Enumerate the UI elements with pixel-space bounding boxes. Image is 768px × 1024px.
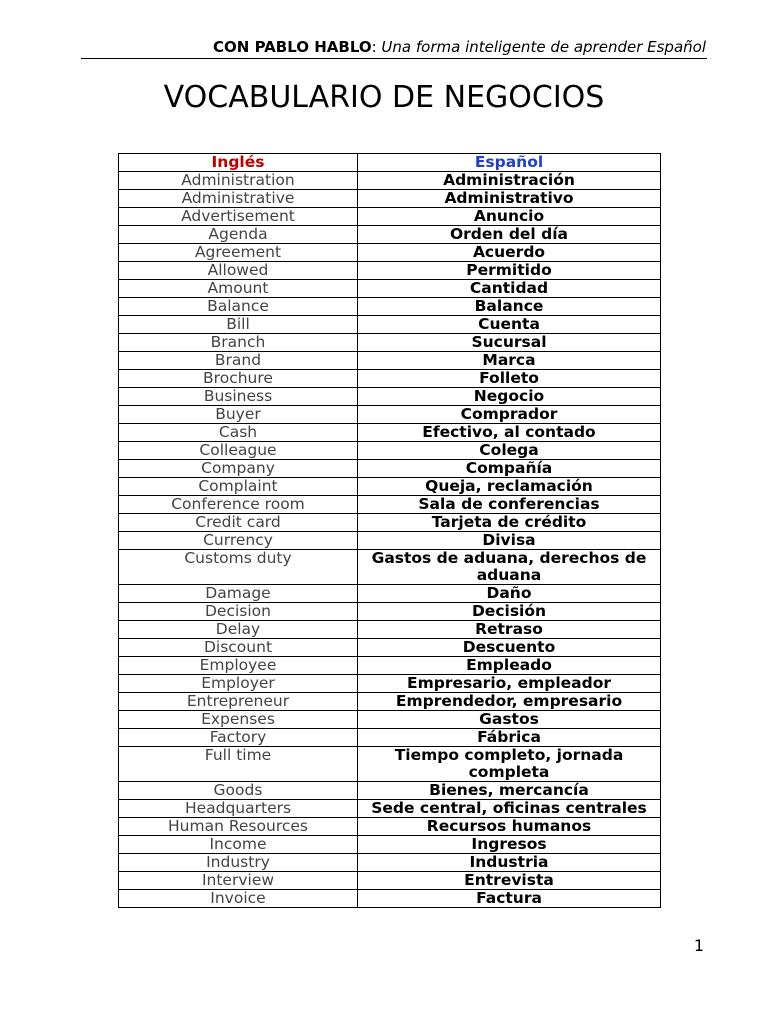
- page-header: [213, 38, 706, 56]
- spanish-term: Colega: [358, 442, 661, 460]
- table-row: [119, 334, 661, 352]
- spanish-term: Balance: [358, 298, 661, 316]
- spanish-term: Gastos de aduana, derechos de aduana: [358, 550, 661, 585]
- spanish-term: Recursos humanos: [358, 818, 661, 836]
- spanish-term: Empleado: [358, 657, 661, 675]
- table-row: [119, 603, 661, 621]
- english-term: Complaint: [119, 478, 358, 496]
- spanish-term: Acuerdo: [358, 244, 661, 262]
- table-row: [119, 352, 661, 370]
- english-term: Currency: [119, 532, 358, 550]
- spanish-term: Orden del día: [358, 226, 661, 244]
- english-term: Business: [119, 388, 358, 406]
- english-term: Income: [119, 836, 358, 854]
- table-row: [119, 800, 661, 818]
- english-term: Damage: [119, 585, 358, 603]
- english-term: Brand: [119, 352, 358, 370]
- table-row: [119, 226, 661, 244]
- spanish-term: Decisión: [358, 603, 661, 621]
- spanish-term: Administración: [358, 172, 661, 190]
- table-row: [119, 621, 661, 639]
- spanish-term: Emprendedor, empresario: [358, 693, 661, 711]
- english-term: Expenses: [119, 711, 358, 729]
- header-brand: CON PABLO HABLO: [213, 38, 372, 56]
- table-row: [119, 639, 661, 657]
- english-term: Employee: [119, 657, 358, 675]
- spanish-term: Administrativo: [358, 190, 661, 208]
- spanish-term: Fábrica: [358, 729, 661, 747]
- table-row: [119, 693, 661, 711]
- spanish-term: Queja, reclamación: [358, 478, 661, 496]
- header-tagline: Una forma inteligente de aprender Español: [381, 38, 706, 56]
- english-term: Colleague: [119, 442, 358, 460]
- table-row: [119, 585, 661, 603]
- table-header-row: [119, 154, 661, 172]
- table-row: [119, 244, 661, 262]
- table-row: [119, 550, 661, 585]
- english-term: Customs duty: [119, 550, 358, 585]
- spanish-term: Compañía: [358, 460, 661, 478]
- table-row: [119, 675, 661, 693]
- spanish-term: Permitido: [358, 262, 661, 280]
- spanish-term: Divisa: [358, 532, 661, 550]
- table-row: [119, 782, 661, 800]
- english-term: Factory: [119, 729, 358, 747]
- spanish-term: Sala de conferencias: [358, 496, 661, 514]
- english-term: Interview: [119, 872, 358, 890]
- table-row: [119, 370, 661, 388]
- spanish-term: Factura: [358, 890, 661, 908]
- spanish-term: Efectivo, al contado: [358, 424, 661, 442]
- page-number: 1: [693, 936, 704, 955]
- spanish-term: Daño: [358, 585, 661, 603]
- spanish-term: Gastos: [358, 711, 661, 729]
- spanish-term: Cuenta: [358, 316, 661, 334]
- table-row: [119, 172, 661, 190]
- table-row: [119, 711, 661, 729]
- english-term: Full time: [119, 747, 358, 782]
- table-row: [119, 657, 661, 675]
- spanish-term: Entrevista: [358, 872, 661, 890]
- table-row: [119, 280, 661, 298]
- table-row: [119, 208, 661, 226]
- column-header-english: Inglés: [119, 154, 358, 172]
- spanish-term: Industria: [358, 854, 661, 872]
- english-term: Administrative: [119, 190, 358, 208]
- english-term: Allowed: [119, 262, 358, 280]
- table-row: [119, 298, 661, 316]
- english-term: Goods: [119, 782, 358, 800]
- spanish-term: Retraso: [358, 621, 661, 639]
- table-row: [119, 190, 661, 208]
- spanish-term: Empresario, empleador: [358, 675, 661, 693]
- spanish-term: Cantidad: [358, 280, 661, 298]
- spanish-term: Negocio: [358, 388, 661, 406]
- table-row: [119, 316, 661, 334]
- spanish-term: Marca: [358, 352, 661, 370]
- table-row: [119, 460, 661, 478]
- english-term: Entrepreneur: [119, 693, 358, 711]
- table-row: [119, 514, 661, 532]
- table-row: [119, 424, 661, 442]
- spanish-term: Anuncio: [358, 208, 661, 226]
- spanish-term: Sede central, oficinas centrales: [358, 800, 661, 818]
- english-term: Delay: [119, 621, 358, 639]
- spanish-term: Tiempo completo, jornada completa: [358, 747, 661, 782]
- table-row: [119, 388, 661, 406]
- spanish-term: Bienes, mercancía: [358, 782, 661, 800]
- table-row: [119, 478, 661, 496]
- table-row: [119, 872, 661, 890]
- english-term: Headquarters: [119, 800, 358, 818]
- english-term: Buyer: [119, 406, 358, 424]
- spanish-term: Tarjeta de crédito: [358, 514, 661, 532]
- english-term: Agenda: [119, 226, 358, 244]
- table-row: [119, 532, 661, 550]
- table-row: [119, 818, 661, 836]
- spanish-term: Folleto: [358, 370, 661, 388]
- english-term: Brochure: [119, 370, 358, 388]
- table-row: [119, 747, 661, 782]
- english-term: Balance: [119, 298, 358, 316]
- table-row: [119, 262, 661, 280]
- english-term: Agreement: [119, 244, 358, 262]
- header-rule: [81, 58, 707, 59]
- table-row: [119, 854, 661, 872]
- english-term: Discount: [119, 639, 358, 657]
- english-term: Bill: [119, 316, 358, 334]
- vocabulary-table: [118, 153, 661, 908]
- vocabulary-table-body: [119, 172, 661, 908]
- spanish-term: Descuento: [358, 639, 661, 657]
- table-row: [119, 890, 661, 908]
- english-term: Administration: [119, 172, 358, 190]
- english-term: Advertisement: [119, 208, 358, 226]
- english-term: Employer: [119, 675, 358, 693]
- spanish-term: Comprador: [358, 406, 661, 424]
- table-row: [119, 836, 661, 854]
- english-term: Industry: [119, 854, 358, 872]
- page-title: VOCABULARIO DE NEGOCIOS: [163, 80, 605, 115]
- header-separator: :: [371, 38, 382, 56]
- english-term: Company: [119, 460, 358, 478]
- english-term: Credit card: [119, 514, 358, 532]
- english-term: Conference room: [119, 496, 358, 514]
- table-row: [119, 442, 661, 460]
- english-term: Human Resources: [119, 818, 358, 836]
- spanish-term: Ingresos: [358, 836, 661, 854]
- table-row: [119, 406, 661, 424]
- spanish-term: Sucursal: [358, 334, 661, 352]
- english-term: Invoice: [119, 890, 358, 908]
- english-term: Cash: [119, 424, 358, 442]
- table-row: [119, 496, 661, 514]
- column-header-spanish: Español: [358, 154, 661, 172]
- english-term: Amount: [119, 280, 358, 298]
- table-row: [119, 729, 661, 747]
- english-term: Branch: [119, 334, 358, 352]
- english-term: Decision: [119, 603, 358, 621]
